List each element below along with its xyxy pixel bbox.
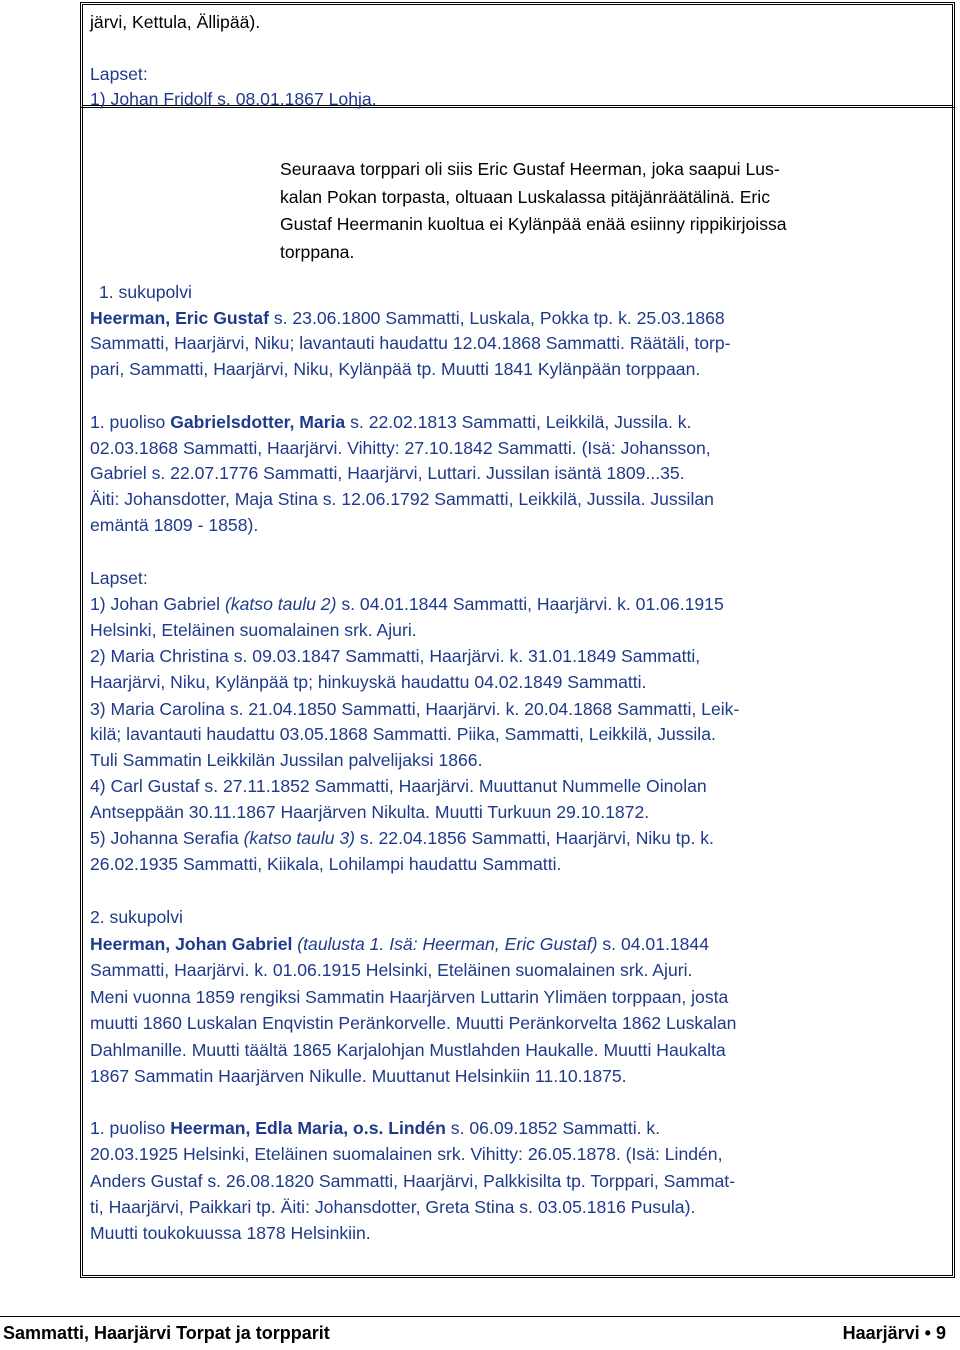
spouse-line: ti, Haarjärvi, Paikkari tp. Äiti: Johansdotter, Greta Stina s. 03.05.1816 Pusula). <box>90 1197 696 1217</box>
spouse-line <box>90 410 691 435</box>
person-name: Heerman, Eric Gustaf <box>90 308 269 328</box>
person-line: Dahlmanille. Muutti täältä 1865 Karjalohjan Mustlahden Haukalle. Muutti Haukalta <box>90 1040 726 1060</box>
child-entry: 1) Johan Fridolf s. 08.01.1867 Lohja. <box>90 89 377 109</box>
spouse-name: Gabrielsdotter, Maria <box>170 412 346 432</box>
spouse-line: 02.03.1868 Sammatti, Haarjärvi. Vihitty: 27.10.1842 Sammatti. (Isä: Johansson, <box>90 438 711 458</box>
person-line: pari, Sammatti, Haarjärvi, Niku, Kylänpää tp. Muutti 1841 Kylänpään torppaan. <box>90 359 701 379</box>
table-reference: (katso taulu 2) <box>224 594 337 614</box>
child-entry: Helsinki, Eteläinen suomalainen srk. Ajuri. <box>90 620 417 640</box>
spouse-line: Gabriel s. 22.07.1776 Sammatti, Haarjärvi, Luttari. Jussilan isäntä 1809...35. <box>90 463 685 483</box>
person-line: 1867 Sammatin Haarjärven Nikulle. Muuttanut Helsinkiin 11.10.1875. <box>90 1066 627 1086</box>
child-entry <box>90 826 714 851</box>
person-line <box>90 932 709 957</box>
person-line: Sammatti, Haarjärvi. k. 01.06.1915 Helsinki, Eteläinen suomalainen srk. Ajuri. <box>90 960 693 980</box>
child-details: s. 04.01.1844 Sammatti, Haarjärvi. k. 01.06.1915 <box>336 594 724 614</box>
intro-line: torppana. <box>280 242 355 262</box>
children-label: Lapset: <box>90 64 148 84</box>
person-details: s. 23.06.1800 Sammatti, Luskala, Pokka tp. k. 25.03.1868 <box>268 308 725 328</box>
child-details: s. 22.04.1856 Sammatti, Haarjärvi, Niku tp. k. <box>355 828 714 848</box>
child-entry: kilä; lavantauti haudattu 03.05.1868 Sammatti. Piika, Sammatti, Leikkilä, Jussila. <box>90 724 716 744</box>
spouse-line <box>90 1116 660 1141</box>
child-name: 1) Johan Gabriel <box>90 594 225 614</box>
person-line <box>90 306 725 331</box>
parent-reference: (taulusta 1. Isä: Heerman, Eric Gustaf) <box>292 934 598 954</box>
person-line: muutti 1860 Luskalan Enqvistin Peränkorvelle. Muutti Peränkorvelta 1862 Luskalan <box>90 1013 737 1033</box>
child-entry: 2) Maria Christina s. 09.03.1847 Sammatti, Haarjärvi. k. 31.01.1849 Sammatti, <box>90 646 701 666</box>
child-entry: Tuli Sammatin Leikkilän Jussilan palvelijaksi 1866. <box>90 750 483 770</box>
spouse-prefix: 1. puoliso <box>90 412 171 432</box>
spouse-prefix: 1. puoliso <box>90 1118 171 1138</box>
spouse-line: emäntä 1809 - 1858). <box>90 515 259 535</box>
continued-line: järvi, Kettula, Ällipää). <box>90 12 261 32</box>
spouse-line: 20.03.1925 Helsinki, Eteläinen suomalainen srk. Vihitty: 26.05.1878. (Isä: Lindén, <box>90 1144 723 1164</box>
person-line: Meni vuonna 1859 rengiksi Sammatin Haarjärven Luttarin Ylimäen torppaan, josta <box>90 987 729 1007</box>
child-entry: 4) Carl Gustaf s. 27.11.1852 Sammatti, Haarjärvi. Muuttanut Nummelle Oinolan <box>90 776 707 796</box>
generation-heading: 1. sukupolvi <box>99 282 192 302</box>
child-entry: Haarjärvi, Niku, Kylänpää tp; hinkuyskä haudattu 04.02.1849 Sammatti. <box>90 672 647 692</box>
spouse-line: Muutti toukokuussa 1878 Helsinkiin. <box>90 1223 371 1243</box>
child-name: 5) Johanna Serafia <box>90 828 244 848</box>
spouse-details: s. 22.02.1813 Sammatti, Leikkilä, Jussila. k. <box>345 412 692 432</box>
person-details: s. 04.01.1844 <box>597 934 710 954</box>
child-entry: 26.02.1935 Sammatti, Kiikala, Lohilampi haudattu Sammatti. <box>90 854 562 874</box>
person-name: Heerman, Johan Gabriel <box>90 934 293 954</box>
intro-line: Seuraava torppari oli siis Eric Gustaf Heerman, joka saapui Lus- <box>280 159 780 179</box>
person-line: Sammatti, Haarjärvi, Niku; lavantauti haudattu 12.04.1868 Sammatti. Räätäli, torp- <box>90 333 731 353</box>
spouse-details: s. 06.09.1852 Sammatti. k. <box>445 1118 661 1138</box>
footer-page-number: Haarjärvi • 9 <box>842 1323 946 1343</box>
footer-title: Sammatti, Haarjärvi Torpat ja torpparit <box>3 1323 330 1343</box>
spouse-line: Äiti: Johansdotter, Maja Stina s. 12.06.1792 Sammatti, Leikkilä, Jussila. Jussilan <box>90 489 714 509</box>
spouse-name: Heerman, Edla Maria, o.s. Lindén <box>170 1118 446 1138</box>
children-label: Lapset: <box>90 568 148 588</box>
child-entry <box>90 592 724 617</box>
spouse-line: Anders Gustaf s. 26.08.1820 Sammatti, Haarjärvi, Palkkisilta tp. Torppari, Sammat- <box>90 1171 736 1191</box>
generation-heading: 2. sukupolvi <box>90 907 183 927</box>
child-entry: Antseppään 30.11.1867 Haarjärven Nikulta. Muutti Turkuun 29.10.1872. <box>90 802 650 822</box>
table-reference: (katso taulu 3) <box>243 828 356 848</box>
intro-line: kalan Pokan torpasta, oltuaan Luskalassa pitäjänräätälinä. Eric <box>280 187 770 207</box>
footer-divider <box>0 1316 960 1317</box>
child-entry: 3) Maria Carolina s. 21.04.1850 Sammatti, Haarjärvi. k. 20.04.1868 Sammatti, Leik- <box>90 699 740 719</box>
intro-line: Gustaf Heermanin kuoltua ei Kylänpää enää esiinny rippikirjoissa <box>280 214 787 234</box>
